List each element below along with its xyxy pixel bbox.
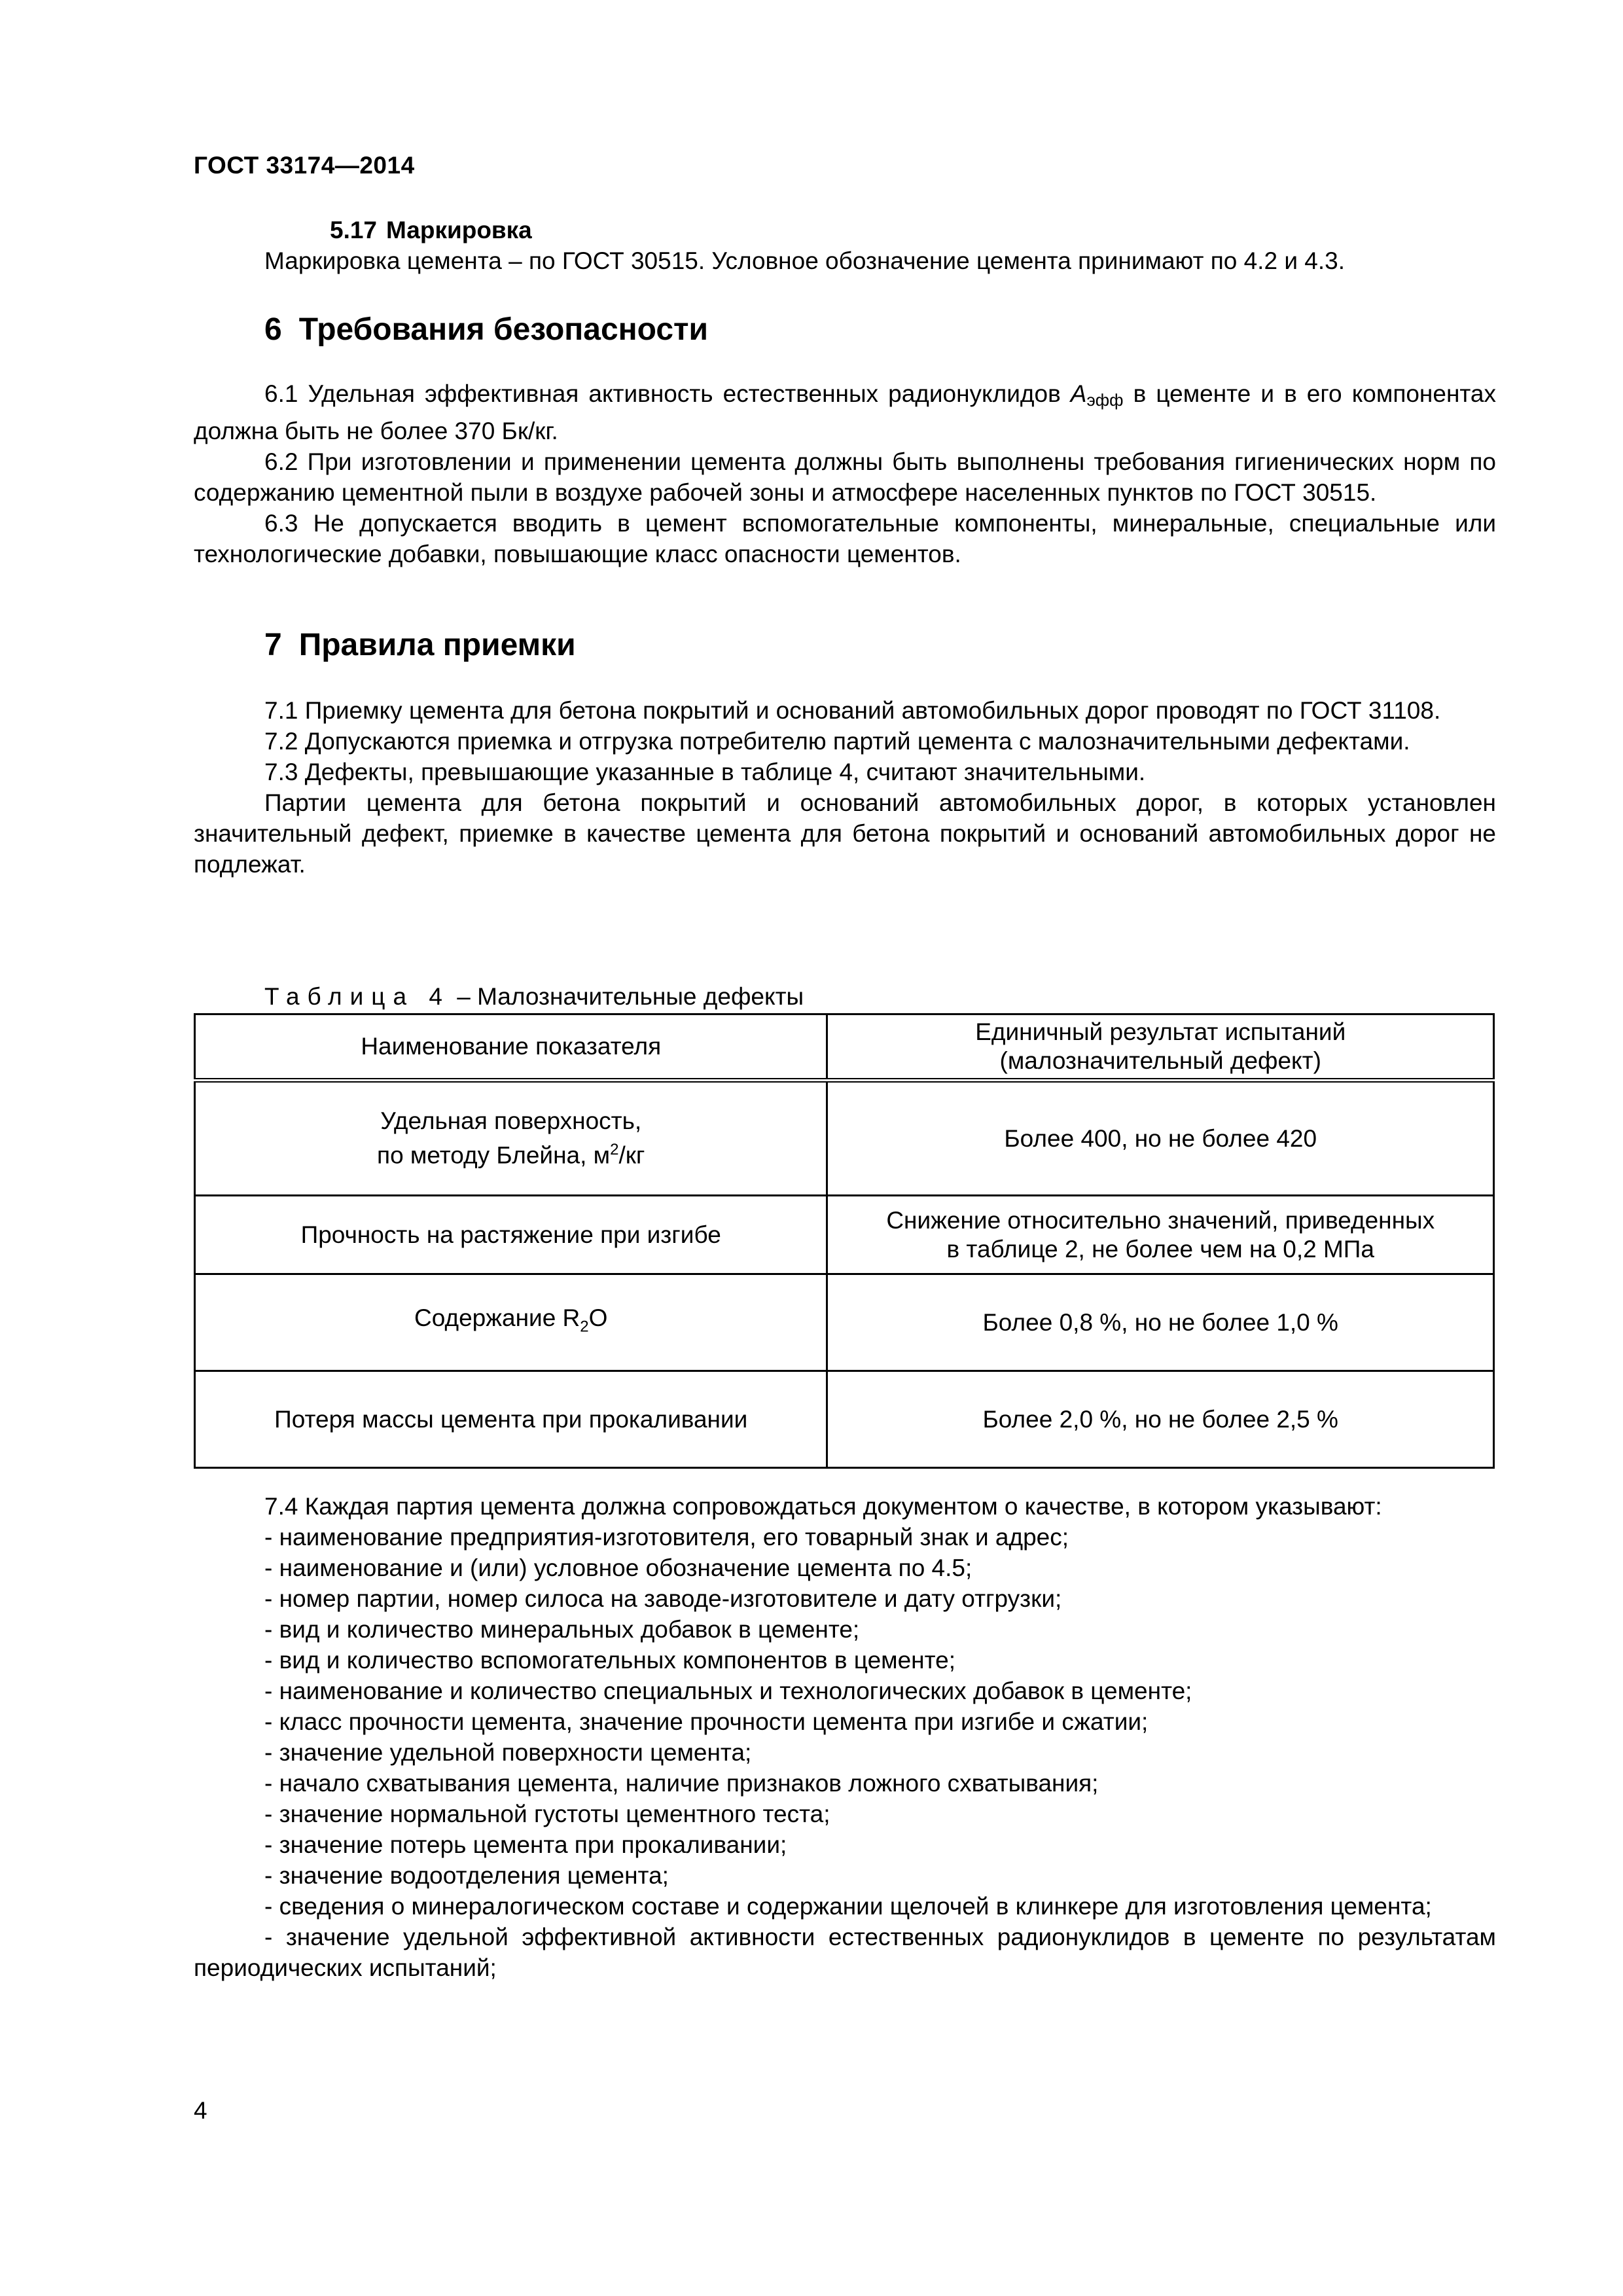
table-row — [195, 1196, 1494, 1274]
cell-text: Удельная поверхность, — [380, 1107, 642, 1135]
section-5-17 — [194, 215, 1496, 276]
list-item: - начало схватывания цемента, наличие признаков ложного схватывания; — [264, 1770, 1099, 1797]
list-item: - значение удельной эффективной активности естественных радионуклидов в цементе по результатам периодических испытаний; — [194, 1924, 1496, 1981]
list-item: - вид и количество минеральных добавок в цементе; — [264, 1616, 860, 1643]
cell-indicator — [195, 1274, 827, 1371]
cell-text: в таблице 2, не более чем на 0,2 МПа — [946, 1235, 1374, 1263]
cell-indicator: Прочность на растяжение при изгибе — [195, 1196, 827, 1274]
paragraph-6-3: 6.3 Не допускается вводить в цемент вспомогательные компоненты, минеральные, специальные или технологические добавки, повышающие класс опасности цементов. — [194, 510, 1496, 567]
table-row — [195, 1371, 1494, 1468]
list-item: - значение нормальной густоты цементного теста; — [264, 1801, 830, 1827]
header-result-line: Единичный результат испытаний — [975, 1018, 1346, 1045]
table-label: Таблица 4 — [264, 983, 450, 1010]
cell-text: Содержание R — [414, 1304, 580, 1331]
cell-text: O — [588, 1304, 608, 1331]
document-header: ГОСТ 33174—2014 — [194, 152, 415, 179]
section-7-body — [194, 695, 1496, 880]
header-result-line: (малозначительный дефект) — [999, 1047, 1321, 1074]
section-number: 6 — [264, 312, 282, 347]
list-item: - наименование предприятия-изготовителя, его товарный знак и адрес; — [264, 1524, 1069, 1551]
cell-text: по методу Блейна, м — [377, 1141, 611, 1169]
cell-text: /кг — [618, 1141, 645, 1169]
paragraph-6-1 — [194, 378, 1496, 446]
cell-indicator: Потеря массы цемента при прокаливании — [195, 1371, 827, 1468]
header-indicator-name: Наименование показателя — [195, 1014, 827, 1081]
subsection-number: 5.17 — [330, 217, 378, 243]
subsection-heading: Маркировка — [386, 217, 532, 243]
table-header-row — [195, 1014, 1494, 1081]
list-item: - значение удельной поверхности цемента; — [264, 1739, 752, 1766]
paragraph-text: 6.1 Удельная эффективная активность естественных радионуклидов — [264, 380, 1071, 407]
paragraph-7-1: 7.1 Приемку цемента для бетона покрытий и оснований автомобильных дорог проводят по ГОСТ 31108. — [264, 697, 1441, 724]
activity-symbol: A — [1070, 380, 1087, 407]
cell-value: Более 400, но не более 420 — [827, 1081, 1494, 1196]
quality-document-list — [194, 1522, 1496, 1983]
paragraph-7-3: 7.3 Дефекты, превышающие указанные в таблице 4, считают значительными. — [264, 759, 1146, 785]
header-result — [827, 1014, 1494, 1081]
section-6-heading — [264, 312, 708, 348]
page-number: 4 — [194, 2097, 207, 2124]
subscript: 2 — [580, 1318, 589, 1336]
paragraph-7-4-intro: 7.4 Каждая партия цемента должна сопровождаться документом о качестве, в котором указывают: — [264, 1493, 1382, 1520]
paragraph-7-2: 7.2 Допускаются приемка и отгрузка потребителю партий цемента с малозначительными дефектами. — [264, 728, 1410, 755]
table-row — [195, 1081, 1494, 1196]
section-title: Правила приемки — [298, 628, 576, 662]
paragraph-7-4 — [194, 1491, 1496, 1983]
list-item: - класс прочности цемента, значение прочности цемента при изгибе и сжатии; — [264, 1708, 1149, 1735]
paragraph-6-2: 6.2 При изготовлении и применении цемента должны быть выполнены требования гигиенических норм по содержанию цементной пыли в воздухе рабочей зоны и атмосфере населенных пунктов по ГОСТ 30515. — [194, 448, 1496, 506]
list-item: - вид и количество вспомогательных компонентов в цементе; — [264, 1647, 955, 1674]
list-item: - наименование и количество специальных и технологических добавок в цементе; — [264, 1677, 1192, 1704]
list-item: - номер партии, номер силоса на заводе-изготовителе и дату отгрузки; — [264, 1585, 1062, 1612]
table-4 — [194, 1013, 1495, 1469]
superscript: 2 — [610, 1141, 619, 1159]
list-item: - сведения о минералогическом составе и содержании щелочей в клинкере для изготовления цемента; — [264, 1893, 1432, 1920]
cell-value: Более 2,0 %, но не более 2,5 % — [827, 1371, 1494, 1468]
subsection-title — [194, 215, 1496, 245]
cell-text: Снижение относительно значений, приведенных — [886, 1206, 1435, 1234]
table-title: – Малозначительные дефекты — [450, 983, 804, 1010]
cell-indicator — [195, 1081, 827, 1196]
section-6-body — [194, 378, 1496, 569]
list-item: - значение водоотделения цемента; — [264, 1862, 669, 1889]
marking-text: Маркировка цемента – по ГОСТ 30515. Условное обозначение цемента принимают по 4.2 и 4.3. — [264, 247, 1345, 274]
paragraph-text: в цементе и в его компонентах должна быть не более 370 Бк/кг. — [194, 380, 1496, 444]
table-row — [195, 1274, 1494, 1371]
activity-subscript: эфф — [1086, 390, 1124, 410]
section-title: Требования безопасности — [298, 312, 709, 347]
section-7-heading — [264, 627, 576, 663]
section-number: 7 — [264, 628, 282, 662]
paragraph-7-3-cont: Партии цемента для бетона покрытий и оснований автомобильных дорог, в которых установлен значительный дефект, приемке в качестве цемента для бетона покрытий и оснований автомобильных дорог не подлежат. — [194, 789, 1496, 878]
list-item: - наименование и (или) условное обозначение цемента по 4.5; — [264, 1554, 972, 1581]
cell-value — [827, 1196, 1494, 1274]
table-4-caption — [264, 983, 804, 1011]
list-item: - значение потерь цемента при прокаливании; — [264, 1831, 787, 1858]
cell-value: Более 0,8 %, но не более 1,0 % — [827, 1274, 1494, 1371]
